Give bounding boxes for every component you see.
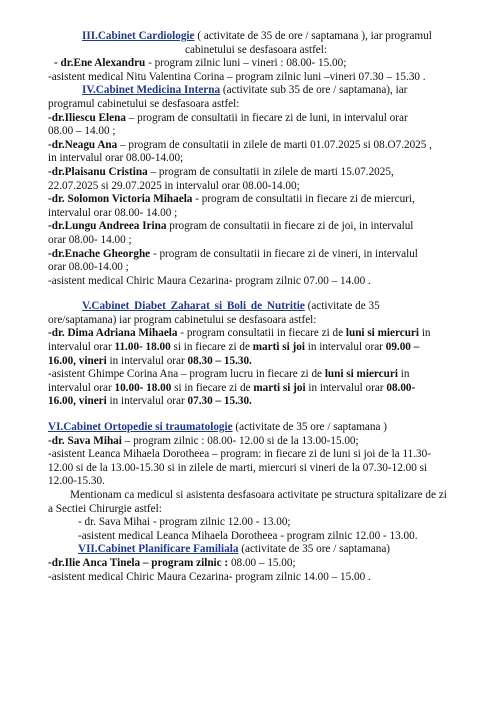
interna-doctor-2-name: -dr.Neagu Ana xyxy=(48,138,118,151)
diabet-nurse-hours-3: 07.30 – 15.30. xyxy=(187,395,252,408)
interna-doctor-5-schedule: program de consultatii in fiecare zi de joi, in intervalul xyxy=(166,220,414,233)
section-title-cardiologie: III.Cabinet Cardiologie xyxy=(82,30,195,42)
diabet-nurse-text-and: si in fiecare zi de xyxy=(171,381,254,394)
interna-doctor-1-hours: 08.00 – 14.00 ; xyxy=(48,125,116,138)
orto-nurse-schedule: -asistent Leanca Mihaela Dorotheea – program: in fiecare zi de luni si joi de la 11.30- xyxy=(48,448,431,461)
interna-intro: (activitate sub 35 de ore / saptamana), iar xyxy=(220,84,408,97)
section-diabet xyxy=(48,300,464,409)
section-title-ortopedie: VI.Cabinet Ortopedie si traumatologie xyxy=(48,421,233,434)
diabet-doctor-text-in: in xyxy=(419,327,431,340)
interna-doctor-3-name: -dr.Plaisanu Cristina xyxy=(48,165,148,178)
planif-doctor-name: -dr.Ilie Anca Tinela – program zilnic : xyxy=(48,556,229,569)
planif-nurse-schedule: -asistent medical Chiric Maura Cezarina- program zilnic 14.00 – 15.00 . xyxy=(48,570,371,583)
orto-spitalizare-doctor: - dr. Sava Mihai - program zilnic 12.00 - 13.00; xyxy=(78,516,291,529)
diabet-nurse-interval-label-2: in intervalul orar xyxy=(305,381,387,394)
interna-doctor-3-schedule: – program de consultatii in zilele de marti 15.07.2025, xyxy=(147,165,394,178)
orto-nurse-schedule-l2: 12.00 si de la 13.00-15.30 si in zilele de marti, miercuri si vineri de la 07.30-12.00 si xyxy=(48,461,428,474)
interna-doctor-1-name: -dr.Iliescu Elena xyxy=(48,111,126,124)
orto-nurse-schedule-l3: 12.00-15.30. xyxy=(48,475,105,488)
diabet-doctor-days-1: luni si miercuri xyxy=(345,327,420,340)
diabet-intro: (activitate de 35 xyxy=(304,300,380,313)
interna-doctor-6-hours: orar 08.00-14.00 ; xyxy=(48,261,129,274)
section-title-planificare: VII.Cabinet Planificare Familiala xyxy=(78,543,239,556)
orto-doctor-name: -dr. Sava Mihai xyxy=(48,434,122,447)
diabet-nurse-schedule-text: -asistent Ghimpe Corina Ana – program lucru in fiecare zi de xyxy=(48,368,325,381)
diabet-nurse-hours-1: 10.00- 18.00 xyxy=(114,381,172,394)
diabet-nurse-text-in: in xyxy=(397,368,410,381)
orto-mention-p2: a Sectiei Chirurgie astfel: xyxy=(48,502,162,515)
diabet-nurse-days-2: marti si joi xyxy=(253,381,306,394)
section-spacer xyxy=(48,288,464,300)
section-planificare-familiala xyxy=(48,543,464,584)
diabet-intro-cont: ore/saptamana) iar program cabinetului se desfasoara astfel: xyxy=(48,313,317,326)
interna-nurse-schedule: -asistent medical Chiric Maura Cezarina- program zilnic 07.00 – 14.00 . xyxy=(48,274,371,287)
section-ortopedie xyxy=(48,421,464,543)
diabet-doctor-hours-2-end: 16.00, vineri xyxy=(48,354,107,367)
interna-doctor-4-schedule: - program de consultatii in fiecare zi de miercuri, xyxy=(192,193,415,206)
diabet-doctor-hours-1: 11.00- 18.00 xyxy=(114,341,171,354)
cardio-intro: ( activitate de 35 de ore / saptamana ), iar programul xyxy=(194,30,432,42)
planif-intro: (activitate de 35 ore / saptamana) xyxy=(238,543,391,556)
section-title-diabet: V.Cabinet Diabet Zaharat si Boli de Nutritie xyxy=(82,300,305,313)
diabet-doctor-interval-label-3: in intervalul orar xyxy=(106,354,188,367)
diabet-doctor-hours-2-start: 09.00 – xyxy=(385,341,420,354)
interna-doctor-4-name: -dr. Solomon Victoria Mihaela xyxy=(48,193,193,206)
interna-doctor-1-schedule: – program de consultatii in fiecare zi de luni, in intervalul orar xyxy=(125,111,408,124)
cardio-doctor-name: - dr.Ene Alexandru xyxy=(54,57,146,70)
interna-doctor-2-hours: in intervalul orar 08.00-14.00; xyxy=(48,152,184,165)
interna-doctor-5-hours: orar 08.00- 14.00 ; xyxy=(48,233,132,246)
diabet-doctor-text-and: si in fiecare zi de xyxy=(170,341,253,354)
section-medicina-interna xyxy=(48,84,464,288)
diabet-nurse-hours-2-start: 08.00- xyxy=(386,381,416,394)
diabet-doctor-interval-label-2: in intervalul orar xyxy=(304,341,386,354)
interna-doctor-4-hours: intervalul orar 08.00- 14.00 ; xyxy=(48,206,178,219)
section-spacer xyxy=(48,409,464,421)
cardio-nurse-schedule: -asistent medical Nitu Valentina Corina – program zilnic luni –vineri 07.30 – 15.30 . xyxy=(48,70,426,83)
cardio-doctor-schedule: - program zilnic luni – vineri : 08.00- 15.00; xyxy=(145,57,347,70)
interna-doctor-5-name: -dr.Lungu Andreea Irina xyxy=(48,220,167,233)
diabet-nurse-days-1: luni si miercuri xyxy=(324,368,398,381)
orto-spitalizare-nurse: -asistent medical Leanca Mihaela Dorotheea - program zilnic 12.00 - 13.00. xyxy=(78,529,418,542)
interna-intro-cont: programul cabinetului se desfasoara astfel: xyxy=(48,97,240,110)
orto-mention-p1: Mentionam ca medicul si asistenta desfasoara activitate pe structura spitalizare de zi xyxy=(70,489,447,501)
diabet-doctor-hours-3: 08.30 – 15.30. xyxy=(187,354,252,367)
orto-intro: (activitate de 35 ore / saptamana ) xyxy=(232,421,387,434)
diabet-nurse-hours-2-end: 16.00, vineri xyxy=(48,395,107,408)
cardio-intro-cont: cabinetului se desfasoara astfel: xyxy=(185,43,327,56)
diabet-doctor-schedule-text: - program consultatii in fiecare zi de xyxy=(177,327,346,340)
section-title-medicina-interna: IV.Cabinet Medicina Interna xyxy=(82,84,221,97)
planif-doctor-schedule: 08.00 – 15.00; xyxy=(228,556,296,569)
interna-doctor-2-schedule: – program de consultatii in zilele de marti 01.07.2025 si 08.O7.2025 , xyxy=(117,138,432,151)
diabet-doctor-interval-label: intervalul orar xyxy=(48,341,115,354)
diabet-doctor-name: -dr. Dima Adriana Mihaela xyxy=(48,327,178,340)
diabet-nurse-interval-label: intervalul orar xyxy=(48,381,115,394)
diabet-doctor-days-2: marti si joi xyxy=(252,341,305,354)
section-cardiologie xyxy=(48,30,464,84)
interna-doctor-3-hours: 22.07.2025 si 29.07.2025 in intervalul orar 08.00-14.00; xyxy=(48,179,300,192)
interna-doctor-6-name: -dr.Enache Gheorghe xyxy=(48,247,151,260)
diabet-nurse-interval-label-3: in intervalul orar xyxy=(106,395,188,408)
interna-doctor-6-schedule: - program de consultatii in fiecare zi de vineri, in intervalul xyxy=(150,247,418,260)
orto-doctor-schedule: – program zilnic : 08.00- 12.00 si de la 13.00-15.00; xyxy=(121,434,359,447)
